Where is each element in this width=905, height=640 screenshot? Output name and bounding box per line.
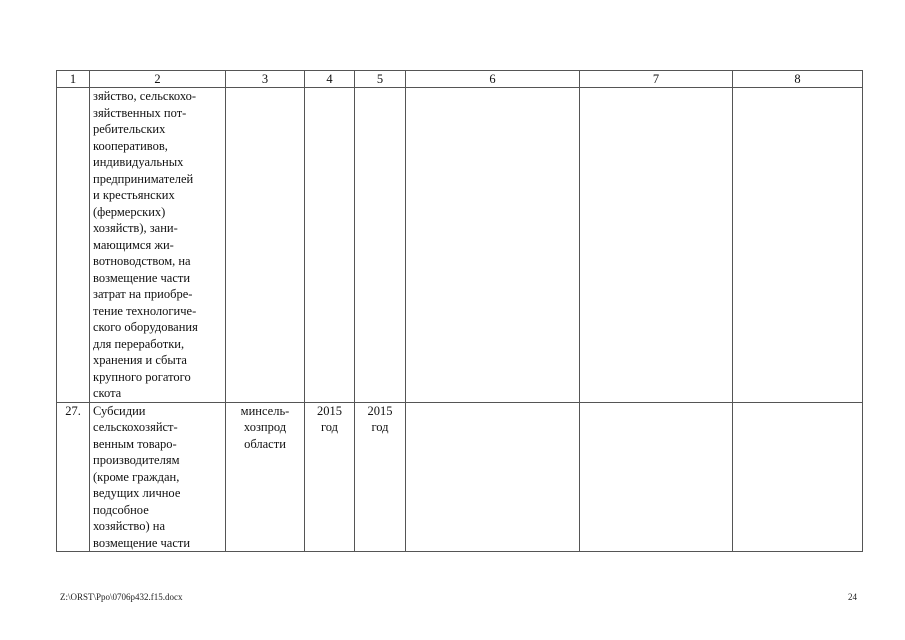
header-col-2: 2 (90, 71, 226, 88)
measure-name-line: кооперативов, (93, 138, 168, 153)
row-number-cell (57, 88, 90, 403)
end-year-cell (355, 88, 406, 403)
header-col-3: 3 (226, 71, 305, 88)
measure-name-cell (90, 88, 226, 403)
table-row (57, 402, 863, 552)
header-col-7: 7 (580, 71, 733, 88)
col-8-cell (733, 402, 863, 552)
measure-name-line: ского оборудования (93, 320, 198, 334)
executor-cell (226, 402, 305, 552)
header-col-1: 1 (57, 71, 90, 88)
measure-name-line: зяйство, сельскохо- (93, 89, 197, 103)
plan-table (56, 70, 863, 552)
start-year-line: 2015 (317, 403, 342, 418)
col-8-cell (733, 88, 863, 403)
footer-page-number: 24 (848, 592, 857, 602)
executor-line: области (244, 436, 286, 451)
measure-name-line: (фермерских) (93, 204, 166, 219)
row-number-cell: 27. (57, 402, 90, 552)
header-col-8: 8 (733, 71, 863, 88)
measure-name-line: вотноводством, на (93, 254, 191, 268)
measure-name-line: затрат на приобре- (93, 287, 193, 301)
measure-name-line: производителям (93, 453, 180, 467)
measure-name-line: венным товаро- (93, 436, 177, 451)
measure-name-line: хозяйств), зани- (93, 221, 178, 235)
measure-name-line: (кроме граждан, (93, 469, 180, 484)
end-year-cell (355, 402, 406, 552)
footer-file-path: Z:\ORST\Ppo\0706p432.f15.docx (60, 592, 183, 602)
start-year-line: год (320, 420, 339, 434)
header-col-5: 5 (355, 71, 406, 88)
executor-line: хозпрод (243, 420, 287, 434)
measure-name-line: и крестьянских (93, 188, 175, 202)
table-row (57, 88, 863, 403)
measure-name-line: предпринимателей (93, 171, 194, 186)
measure-name-line: для переработки, (93, 336, 185, 351)
measure-name-line: возмещение части (93, 535, 191, 550)
executor-cell (226, 88, 305, 403)
header-col-4: 4 (305, 71, 355, 88)
measure-name-line: хозяйство) на (93, 519, 166, 533)
measure-name-line: мающимся жи- (93, 237, 174, 252)
measure-name-line: хранения и сбыта (93, 353, 187, 367)
measure-name-line: индивидуальных (93, 155, 184, 169)
header-col-6: 6 (406, 71, 580, 88)
measure-name-line: крупного рогатого (93, 369, 191, 384)
start-year-cell (305, 402, 355, 552)
measure-name-line: сельскохозяйст- (93, 420, 178, 434)
measure-name-line: ребительских (93, 122, 166, 136)
start-year-cell (305, 88, 355, 403)
measure-name-line: ведущих личное (93, 486, 181, 500)
end-year-line: 2015 (367, 403, 393, 418)
measure-name-cell (90, 402, 226, 552)
measure-name-line: возмещение части (93, 270, 191, 285)
measure-name-line: Субсидии (93, 403, 146, 418)
end-year-line: год (371, 420, 389, 434)
measure-name-line: зяйственных пот- (93, 105, 187, 120)
col-6-cell (406, 402, 580, 552)
col-7-cell (580, 88, 733, 403)
col-6-cell (406, 88, 580, 403)
col-7-cell (580, 402, 733, 552)
executor-line: минсель- (240, 403, 290, 418)
table-body (57, 88, 863, 552)
measure-name-line: скота (93, 386, 122, 400)
header-row (57, 71, 863, 88)
measure-name-line: тение технологиче- (93, 303, 197, 318)
measure-name-line: подсобное (93, 502, 149, 517)
